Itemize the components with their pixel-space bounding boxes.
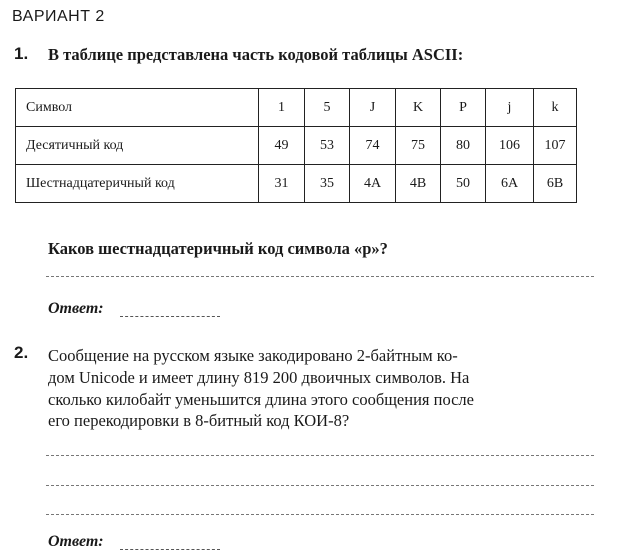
table-cell: 35 xyxy=(305,165,350,203)
table-cell: 106 xyxy=(486,127,534,165)
table-cell: 1 xyxy=(259,89,305,127)
table-row xyxy=(16,89,577,127)
table-cell: 107 xyxy=(534,127,577,165)
table-row xyxy=(16,165,577,203)
task-2-number: 2. xyxy=(14,343,29,362)
task-1-intro: В таблице представлена часть кодовой таблицы ASCII: xyxy=(48,45,464,64)
table-cell: 80 xyxy=(441,127,486,165)
answer-writing-line[interactable] xyxy=(46,455,594,456)
table-cell: P xyxy=(441,89,486,127)
table-cell: 49 xyxy=(259,127,305,165)
table-cell: K xyxy=(396,89,441,127)
answer-writing-line[interactable] xyxy=(46,514,594,515)
table-cell: J xyxy=(350,89,396,127)
table-cell: k xyxy=(534,89,577,127)
table-cell: 4A xyxy=(350,165,396,203)
task-2-line: Сообщение на русском языке закодировано 2-байтным ко- xyxy=(48,346,458,365)
task-1-answer-label: Ответ: xyxy=(48,300,104,317)
task-2-line: сколько килобайт уменьшится длина этого сообщения после xyxy=(48,390,474,409)
task-1-answer-field[interactable] xyxy=(120,316,220,317)
answer-writing-line[interactable] xyxy=(46,485,594,486)
table-cell: 5 xyxy=(305,89,350,127)
table-cell: 6A xyxy=(486,165,534,203)
task-2-answer-field[interactable] xyxy=(120,549,220,550)
row-label: Десятичный код xyxy=(16,127,259,165)
ascii-table xyxy=(15,88,577,203)
row-label: Шестнадцатеричный код xyxy=(16,165,259,203)
table-cell: j xyxy=(486,89,534,127)
table-cell: 50 xyxy=(441,165,486,203)
table-cell: 31 xyxy=(259,165,305,203)
table-cell: 74 xyxy=(350,127,396,165)
table-cell: 53 xyxy=(305,127,350,165)
table-cell: 75 xyxy=(396,127,441,165)
table-cell: 4B xyxy=(396,165,441,203)
answer-writing-line[interactable] xyxy=(46,276,594,277)
variant-title: ВАРИАНТ 2 xyxy=(12,8,105,25)
task-2-line: его перекодировки в 8-битный код КОИ-8? xyxy=(48,411,350,430)
task-1-number: 1. xyxy=(14,44,29,63)
task-2-line: дом Unicode и имеет длину 819 200 двоичных символов. На xyxy=(48,368,470,387)
table-row xyxy=(16,127,577,165)
table-cell: 6B xyxy=(534,165,577,203)
task-1-question: Каков шестнадцатеричный код символа «р»? xyxy=(48,239,388,258)
row-label: Символ xyxy=(16,89,259,127)
task-2-answer-label: Ответ: xyxy=(48,533,104,550)
